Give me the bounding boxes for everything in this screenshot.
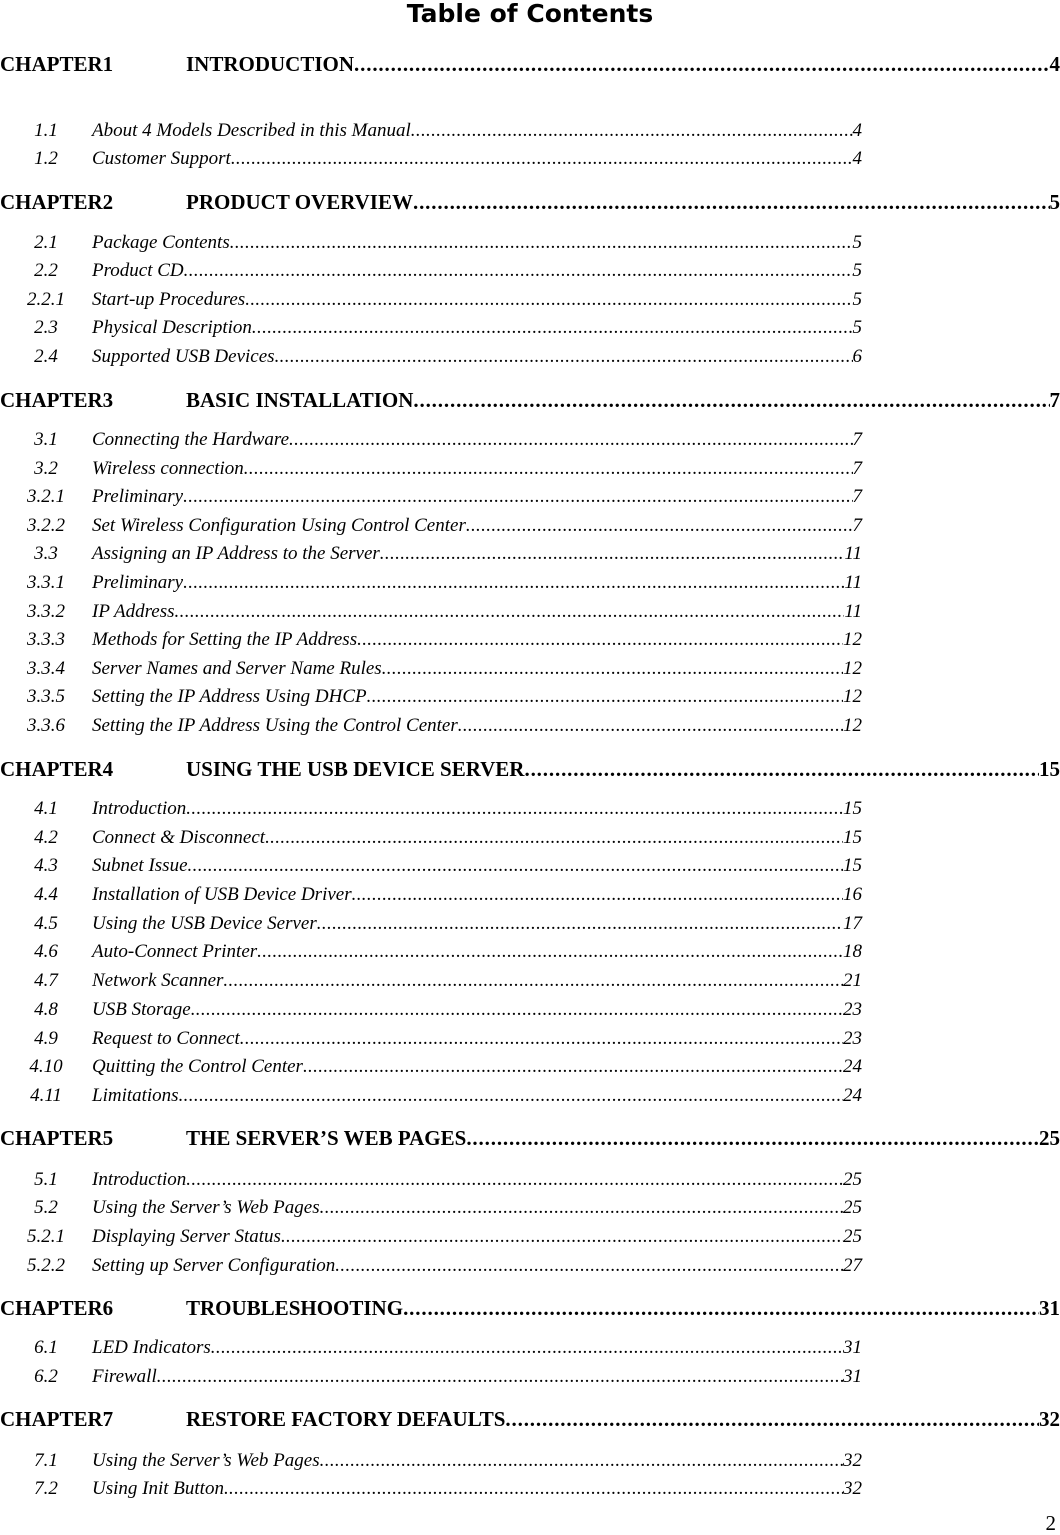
toc-entry-title: Using the Server’s Web Pages [92,1197,320,1218]
toc-section-entry[interactable] [0,1478,862,1502]
toc-entry-page: 11 [844,543,862,564]
toc-entry-page: 5 [852,289,862,310]
toc-entry-page: 18 [843,941,862,962]
dot-leader [211,1337,843,1359]
dot-leader [230,232,853,254]
toc-entry-page: 31 [843,1366,862,1387]
toc-entry-title: Customer Support [92,148,231,169]
toc-entry-number: 3.3.3 [27,629,65,650]
toc-entry-title: BASIC INSTALLATION [186,388,414,412]
toc-entry-title: Connecting the Hardware [92,429,290,450]
toc-entry-number: 7.1 [34,1450,58,1471]
toc-entry-page: 23 [843,1028,862,1049]
dot-leader [186,1169,843,1191]
toc-section-entry[interactable] [0,543,862,567]
toc-entry-title: Limitations [92,1085,179,1106]
toc-section-entry[interactable] [0,999,862,1023]
toc-section-entry[interactable] [0,1255,862,1279]
toc-section-entry[interactable] [0,486,862,510]
toc-entry-number: 2.4 [34,346,58,367]
dot-leader [524,757,1039,782]
dot-leader [466,1126,1039,1151]
dot-leader [413,388,1049,413]
toc-entry-title: LED Indicators [92,1337,211,1358]
toc-entry-title: INTRODUCTION [186,52,355,76]
toc-section-entry[interactable] [0,658,862,682]
toc-entry-number: CHAPTER7 [0,1407,114,1431]
toc-section-entry[interactable] [0,458,862,482]
toc-entry-title: Set Wireless Configuration Using Control Center [92,515,466,536]
toc-entry-page: 27 [843,1255,862,1276]
toc-section-entry[interactable] [0,686,862,710]
toc-section-entry[interactable] [0,1056,862,1080]
dot-leader [281,1226,843,1248]
toc-entry-number: 1.2 [34,148,58,169]
toc-chapter-entry[interactable] [0,1126,1060,1150]
dot-leader [275,346,853,368]
toc-entry-title: Quitting the Control Center [92,1056,303,1077]
toc-entry-title: Package Contents [92,232,230,253]
toc-entry-title: Firewall [92,1366,157,1387]
toc-section-entry[interactable] [0,601,862,625]
toc-entry-number: 4.4 [34,884,58,905]
toc-entry-number: 5.1 [34,1169,58,1190]
dot-leader [335,1255,843,1277]
toc-entry-page: 15 [843,827,862,848]
toc-entry-number: 3.3.5 [27,686,65,707]
toc-section-entry[interactable] [0,1450,862,1474]
toc-entry-title: USING THE USB DEVICE SERVER [186,757,525,781]
toc-entry-number: 4.3 [34,855,58,876]
dot-leader [179,1085,843,1107]
toc-entry-number: 2.2 [34,260,58,281]
toc-entry-page: 12 [843,715,862,736]
toc-section-entry[interactable] [0,120,862,144]
dot-leader [289,429,852,451]
toc-entry-page: 24 [843,1056,862,1077]
toc-entry-number: 4.11 [30,1085,62,1106]
toc-chapter-entry[interactable] [0,1296,1060,1320]
dot-leader [244,458,853,480]
toc-chapter-entry[interactable] [0,190,1060,214]
toc-entry-number: CHAPTER1 [0,52,114,76]
toc-section-entry[interactable] [0,1197,862,1221]
toc-entry-page: 15 [1039,757,1060,781]
dot-leader [505,1407,1039,1432]
toc-entry-number: 3.2.1 [27,486,65,507]
toc-entry-number: 2.3 [34,317,58,338]
toc-entry-title: Methods for Setting the IP Address [92,629,358,650]
toc-entry-title: Preliminary [92,572,184,593]
toc-entry-number: 3.2.2 [27,515,65,536]
toc-entry-page: 7 [852,486,862,507]
toc-entry-page: 32 [843,1478,862,1499]
toc-section-entry[interactable] [0,629,862,653]
toc-entry-title: Wireless connection [92,458,244,479]
toc-entry-number: 3.3 [34,543,58,564]
toc-section-entry[interactable] [0,429,862,453]
toc-section-entry[interactable] [0,1337,862,1361]
toc-entry-number: 4.1 [34,798,58,819]
toc-entry-title: Auto-Connect Printer [92,941,258,962]
toc-entry-title: About 4 Models Described in this Manual [92,120,411,141]
toc-chapter-entry[interactable] [0,757,1060,781]
toc-entry-title: Setting the IP Address Using DHCP [92,686,367,707]
toc-entry-number: 6.1 [34,1337,58,1358]
dot-leader [183,486,852,508]
toc-entry-title: Using the Server’s Web Pages [92,1450,320,1471]
toc-entry-title: Assigning an IP Address to the Server [92,543,380,564]
toc-entry-page: 6 [852,346,862,367]
toc-section-entry[interactable] [0,232,862,256]
toc-entry-title: TROUBLESHOOTING [186,1296,404,1320]
toc-entry-number: 4.10 [29,1056,63,1077]
dot-leader [186,798,843,820]
toc-entry-number: 4.2 [34,827,58,848]
toc-entry-number: 5.2.1 [27,1226,65,1247]
toc-entry-page: 25 [843,1226,862,1247]
toc-entry-number: 4.6 [34,941,58,962]
toc-entry-page: 12 [843,629,862,650]
toc-entry-page: 15 [843,855,862,876]
toc-entry-page: 23 [843,999,862,1020]
toc-section-entry[interactable] [0,260,862,284]
toc-entry-title: Network Scanner [92,970,224,991]
toc-entry-title: Server Names and Server Name Rules [92,658,382,679]
dot-leader [265,827,843,849]
toc-section-entry[interactable] [0,1226,862,1250]
toc-entry-number: 3.3.1 [27,572,65,593]
toc-entry-page: 16 [843,884,862,905]
toc-section-entry[interactable] [0,346,862,370]
dot-leader [303,1056,843,1078]
toc-entry-title: Setting up Server Configuration [92,1255,336,1276]
toc-entry-number: 2.2.1 [27,289,65,310]
dot-leader [240,1028,843,1050]
dot-leader [231,148,853,170]
toc-entry-title: Connect & Disconnect [92,827,266,848]
dot-leader [320,1450,843,1472]
toc-section-entry[interactable] [0,715,862,739]
toc-section-entry[interactable] [0,970,862,994]
toc-entry-title: Preliminary [92,486,184,507]
toc-section-entry[interactable] [0,148,862,172]
toc-entry-page: 32 [1039,1407,1060,1431]
toc-entry-number: 4.8 [34,999,58,1020]
toc-chapter-entry[interactable] [0,388,1060,412]
toc-entry-number: 1.1 [34,120,58,141]
toc-entry-page: 25 [843,1169,862,1190]
toc-entry-title: Product CD [92,260,184,281]
toc-entry-page: 4 [852,148,862,169]
toc-section-entry[interactable] [0,827,862,851]
toc-section-entry[interactable] [0,798,862,822]
toc-entry-number: CHAPTER2 [0,190,114,214]
toc-entry-page: 7 [852,458,862,479]
toc-entry-number: CHAPTER6 [0,1296,114,1320]
dot-leader [380,543,845,565]
page-title: Table of Contents [406,0,654,28]
toc-entry-page: 5 [852,260,862,281]
toc-section-entry[interactable] [0,317,862,341]
toc-entry-title: Using Init Button [92,1478,224,1499]
toc-section-entry[interactable] [0,855,862,879]
toc-entry-page: 12 [843,686,862,707]
dot-leader [183,572,844,594]
toc-section-entry[interactable] [0,1085,862,1109]
toc-entry-page: 15 [843,798,862,819]
toc-entry-number: 5.2.2 [27,1255,65,1276]
toc-entry-title: Installation of USB Device Driver [92,884,352,905]
dot-leader [413,190,1050,215]
dot-leader [257,941,843,963]
toc-entry-number: 3.1 [34,429,58,450]
toc-entry-number: 3.3.2 [27,601,65,622]
toc-entry-title: Start-up Procedures [92,289,246,310]
toc-entry-page: 31 [843,1337,862,1358]
toc-entry-page: 25 [1039,1126,1060,1150]
toc-entry-number: 2.1 [34,232,58,253]
toc-entry-page: 7 [852,429,862,450]
dot-leader [245,289,852,311]
toc-entry-title: RESTORE FACTORY DEFAULTS [186,1407,506,1431]
toc-section-entry[interactable] [0,289,862,313]
toc-entry-title: THE SERVER’S WEB PAGES [186,1126,467,1150]
toc-entry-number: CHAPTER3 [0,388,114,412]
toc-entry-page: 4 [852,120,862,141]
toc-entry-title: Subnet Issue [92,855,188,876]
dot-leader [320,1197,843,1219]
toc-entry-title: Displaying Server Status [92,1226,281,1247]
toc-section-entry[interactable] [0,515,862,539]
dot-leader [157,1366,843,1388]
toc-entry-number: 4.5 [34,913,58,934]
toc-entry-title: Physical Description [92,317,252,338]
toc-entry-title: USB Storage [92,999,191,1020]
page-number: 2 [1045,1511,1056,1535]
dot-leader [458,715,843,737]
toc-entry-page: 7 [852,515,862,536]
toc-entry-page: 7 [1049,388,1060,412]
toc-entry-title: Introduction [92,798,187,819]
toc-section-entry[interactable] [0,1169,862,1193]
toc-entry-title: Supported USB Devices [92,346,275,367]
dot-leader [223,970,843,992]
dot-leader [188,855,843,877]
toc-entry-number: 3.3.4 [27,658,65,679]
dot-leader [357,629,843,651]
toc-entry-page: 21 [843,970,862,991]
dot-leader [191,999,843,1021]
toc-entry-title: Using the USB Device Server [92,913,317,934]
dot-leader [382,658,843,680]
dot-leader [252,317,853,339]
toc-chapter-entry[interactable] [0,1407,1060,1431]
dot-leader [175,601,845,623]
toc-entry-page: 12 [843,658,862,679]
toc-entry-number: 4.9 [34,1028,58,1049]
toc-entry-page: 25 [843,1197,862,1218]
toc-section-entry[interactable] [0,913,862,937]
toc-entry-number: 5.2 [34,1197,58,1218]
toc-entry-title: Request to Connect [92,1028,240,1049]
toc-entry-page: 5 [852,232,862,253]
dot-leader [354,52,1049,77]
toc-entry-page: 5 [852,317,862,338]
dot-leader [411,120,853,142]
toc-entry-page: 31 [1039,1296,1060,1320]
toc-entry-number: 7.2 [34,1478,58,1499]
toc-entry-title: PRODUCT OVERVIEW [186,190,413,214]
toc-entry-page: 17 [843,913,862,934]
toc-entry-page: 32 [843,1450,862,1471]
toc-chapter-entry[interactable] [0,52,1060,76]
dot-leader [466,515,853,537]
dot-leader [352,884,843,906]
dot-leader [317,913,843,935]
dot-leader [403,1296,1039,1321]
toc-entry-number: 3.2 [34,458,58,479]
dot-leader [367,686,843,708]
toc-section-entry[interactable] [0,1028,862,1052]
toc-entry-number: 3.3.6 [27,715,65,736]
toc-section-entry[interactable] [0,1366,862,1390]
toc-entry-page: 11 [844,601,862,622]
toc-entry-title: IP Address [92,601,175,622]
toc-entry-title: Introduction [92,1169,187,1190]
toc-entry-page: 5 [1049,190,1060,214]
toc-entry-title: Setting the IP Address Using the Control Center [92,715,458,736]
dot-leader [224,1478,843,1500]
toc-entry-page: 24 [843,1085,862,1106]
toc-section-entry[interactable] [0,884,862,908]
toc-entry-number: 6.2 [34,1366,58,1387]
toc-section-entry[interactable] [0,572,862,596]
toc-section-entry[interactable] [0,941,862,965]
dot-leader [184,260,853,282]
toc-entry-number: 4.7 [34,970,58,991]
toc-entry-number: CHAPTER4 [0,757,114,781]
toc-entry-page: 11 [844,572,862,593]
toc-entry-page: 4 [1049,52,1060,76]
toc-entry-number: CHAPTER5 [0,1126,114,1150]
